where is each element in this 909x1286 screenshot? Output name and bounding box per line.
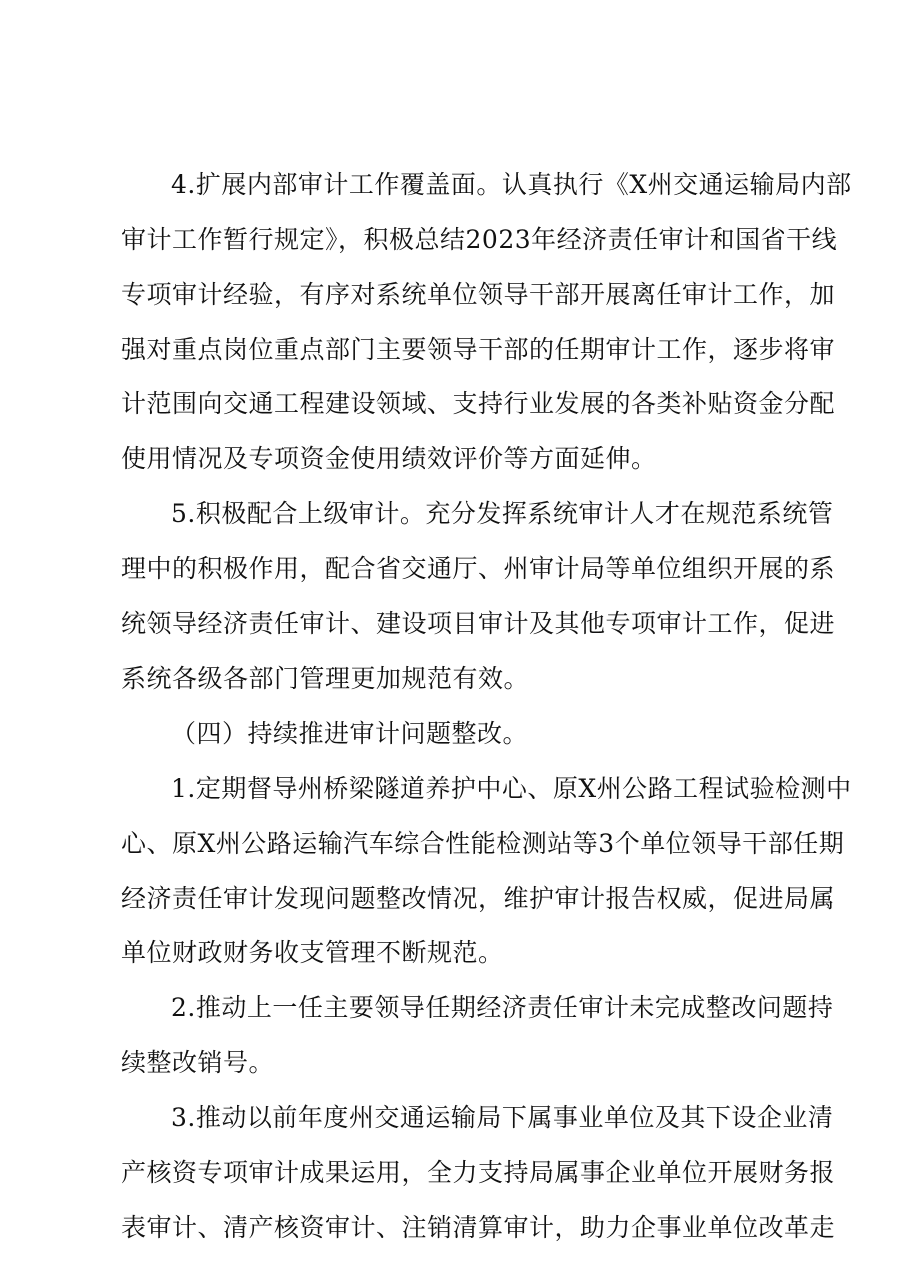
paragraph-line: 系统各级各部门管理更加规范有效。: [121, 664, 530, 693]
paragraph-line: 表审计、清产核资审计、注销清算审计，助力企事业单位改革走: [121, 1213, 836, 1242]
paragraph-line: 使用情况及专项资金使用绩效评价等方面延伸。: [121, 444, 657, 473]
paragraph-line: 5.积极配合上级审计。充分发挥系统审计人才在规范系统管: [171, 499, 834, 528]
paragraph-line: 4.扩展内部审计工作覆盖面。认真执行《X州交通运输局内部: [171, 170, 852, 199]
paragraph-line: 审计工作暂行规定》，积极总结2023年经济责任审计和国省干线: [121, 225, 838, 254]
paragraph-line: 1.定期督导州桥梁隧道养护中心、原X州公路工程试验检测中: [171, 774, 852, 803]
paragraph-line: 计范围向交通工程建设领域、支持行业发展的各类补贴资金分配: [121, 389, 836, 418]
paragraph-line: 2.推动上一任主要领导任期经济责任审计未完成整改问题持: [171, 993, 834, 1022]
paragraph-line: 3.推动以前年度州交通运输局下属事业单位及其下设企业清: [171, 1103, 834, 1132]
paragraph-line: 单位财政财务收支管理不断规范。: [121, 938, 504, 967]
paragraph-line: 产核资专项审计成果运用，全力支持局属事企业单位开展财务报: [121, 1158, 836, 1187]
paragraph-line: 心、原X州公路运输汽车综合性能检测站等3个单位领导干部任期: [121, 829, 845, 858]
paragraph-line: 强对重点岗位重点部门主要领导干部的任期审计工作，逐步将审: [121, 335, 836, 364]
section-heading: （四）持续推进审计问题整改。: [171, 719, 529, 748]
paragraph-line: 统领导经济责任审计、建设项目审计及其他专项审计工作，促进: [121, 609, 836, 638]
paragraph-line: 续整改销号。: [121, 1048, 275, 1077]
paragraph-line: 专项审计经验，有序对系统单位领导干部开展离任审计工作，加: [121, 280, 836, 309]
paragraph-line: 经济责任审计发现问题整改情况，维护审计报告权威，促进局属: [121, 884, 836, 913]
paragraph-line: 理中的积极作用，配合省交通厅、州审计局等单位组织开展的系: [121, 554, 836, 583]
